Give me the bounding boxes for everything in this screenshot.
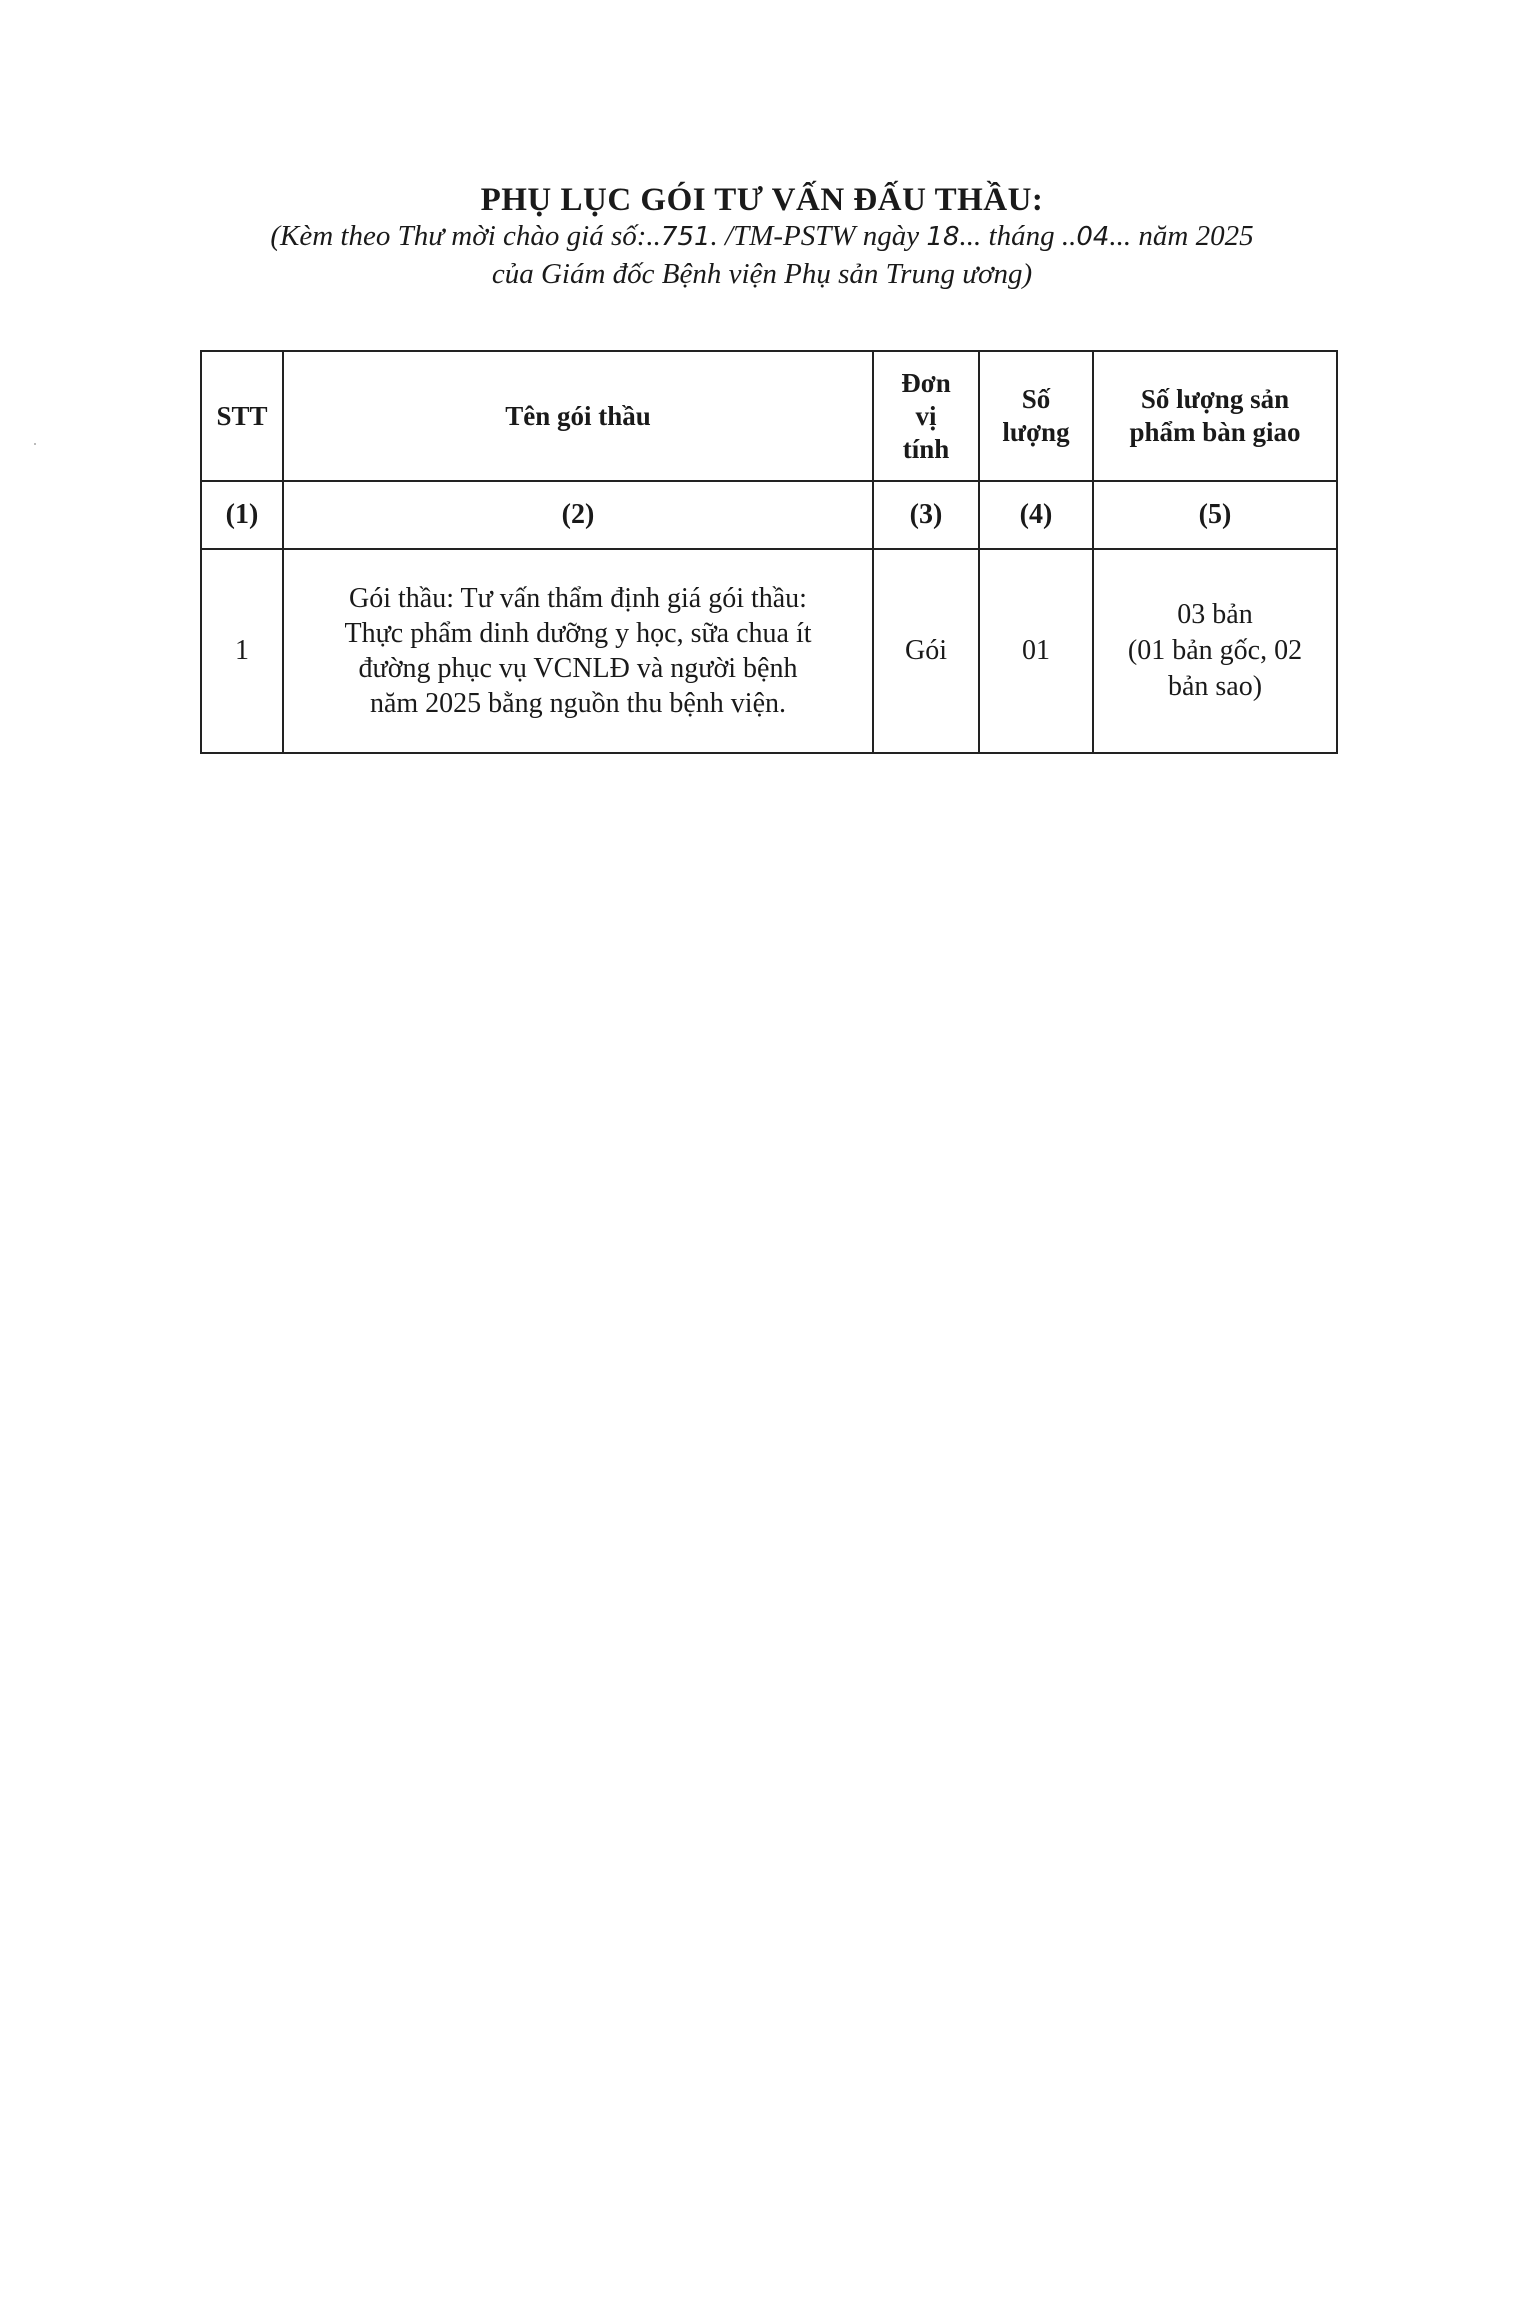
header-unit-line: tính bbox=[902, 433, 950, 464]
row-package-name bbox=[283, 549, 873, 753]
handwritten-month: 04 bbox=[1076, 222, 1110, 252]
subtitle-suffix: ... năm 2025 bbox=[1109, 220, 1254, 252]
column-number: (1) bbox=[201, 481, 283, 549]
column-number: (5) bbox=[1093, 481, 1337, 549]
column-number-row bbox=[201, 481, 1337, 549]
package-name-line: Gói thầu: Tư vấn thẩm định giá gói thầu: bbox=[349, 583, 807, 614]
row-stt: 1 bbox=[201, 549, 283, 753]
handwritten-day: 18 bbox=[926, 222, 960, 252]
document-title: PHỤ LỤC GÓI TƯ VẤN ĐẤU THẦU: bbox=[480, 182, 1044, 218]
column-number: (3) bbox=[873, 481, 979, 549]
products-line: bản sao) bbox=[1167, 671, 1263, 702]
handwritten-doc-number: 751 bbox=[660, 222, 711, 252]
header-quantity-line: lượng bbox=[1002, 417, 1070, 447]
products-line: 03 bản bbox=[1177, 599, 1253, 630]
table-row bbox=[201, 549, 1337, 753]
document-subtitle-line-1 bbox=[0, 220, 1524, 253]
column-number: (2) bbox=[283, 481, 873, 549]
column-number: (4) bbox=[979, 481, 1093, 549]
header-products bbox=[1093, 351, 1337, 481]
package-name-line: năm 2025 bằng nguồn thu bệnh viện. bbox=[369, 688, 787, 719]
package-name-line: đường phục vụ VCNLĐ và người bệnh bbox=[358, 653, 798, 684]
header-unit-line: vị bbox=[915, 400, 937, 431]
row-unit: Gói bbox=[873, 549, 979, 753]
header-unit bbox=[873, 351, 979, 481]
header-name: Tên gói thầu bbox=[283, 351, 873, 481]
subtitle-mid-2: ... tháng .. bbox=[959, 220, 1077, 252]
header-products-line: Số lượng sản bbox=[1140, 384, 1290, 414]
subtitle-mid-1: . /TM-PSTW ngày bbox=[710, 220, 927, 252]
products-line: (01 bản gốc, 02 bbox=[1127, 635, 1303, 666]
header-stt: STT bbox=[201, 351, 283, 481]
package-name-line: Thực phẩm dinh dưỡng y học, sữa chua ít bbox=[344, 618, 812, 649]
row-products bbox=[1093, 549, 1337, 753]
row-quantity: 01 bbox=[979, 549, 1093, 753]
appendix-table bbox=[200, 350, 1338, 754]
scan-speck bbox=[34, 443, 36, 445]
header-products-line: phẩm bàn giao bbox=[1129, 417, 1301, 447]
header-quantity bbox=[979, 351, 1093, 481]
subtitle-prefix: (Kèm theo Thư mời chào giá số:.. bbox=[270, 220, 661, 252]
table-header-row bbox=[201, 351, 1337, 481]
header-quantity-line: Số bbox=[1021, 384, 1051, 414]
header-unit-line: Đơn bbox=[901, 367, 951, 398]
document-subtitle-line-2: của Giám đốc Bệnh viện Phụ sản Trung ương) bbox=[491, 258, 1033, 290]
